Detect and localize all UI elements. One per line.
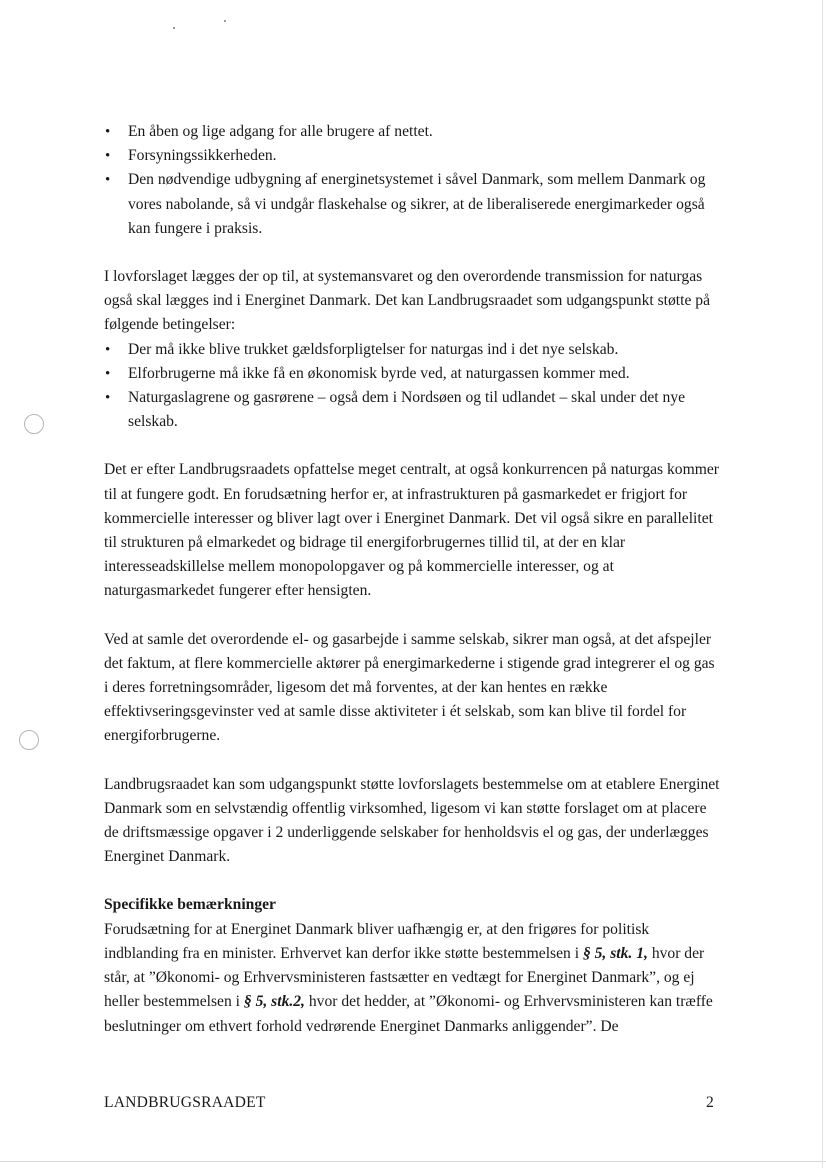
list-item: • Der må ikke blive trukket gældsforpligtelser for naturgas ind i det nye selskab.	[104, 338, 722, 362]
scan-speck	[224, 20, 226, 22]
page-right-edge	[822, 0, 823, 1168]
list-item: • Naturgaslagrene og gasrørene – også dem i Nordsøen og til udlandet – skal under det nye selskab.	[104, 386, 722, 434]
section-reference: § 5, stk.2,	[243, 993, 305, 1011]
list-item: • Den nødvendige udbygning af energinetsystemet i såvel Danmark, som mellem Danmark og vores nabolande, så vi undgår flaskehalse og sikrer, at de liberaliserede energimarkeder også kan fungere i praksis.	[104, 168, 722, 241]
paragraph-gas-transmission: I lovforslaget lægges der op til, at systemansvaret og den overordende transmission for naturgas også skal lægges ind i Energinet Danmark. Det kan Landbrugsraadet som udgangspunkt støtte på følgende betingelser:	[104, 268, 711, 334]
section-heading: Specifikke bemærkninger	[104, 896, 276, 914]
footer-organization: LANDBRUGSRAADET	[104, 1094, 266, 1111]
list-item: • Forsyningssikkerheden.	[104, 144, 722, 168]
paragraph-competition: Det er efter Landbrugsraadets opfattelse meget centralt, at også konkurrencen på naturgas kommer til at fungere godt. En forudsætning herfor er, at infrastrukturen på gasmarkedet er frigjort for kommercielle interesser og bliver lagt over i Energinet Danmark. Det vil også sikre en parallelitet til strukturen på elmarkedet og bidrage til energiforbrugernes tillid til, at der en klar interesseadskillelse mellem monopolopgaver og på kommercielle interesser, og at naturgasmarkedet fungerer efter hensigten.	[104, 461, 719, 600]
text-segment: hvor det hedder, at ”Økonomi- og Erhvervsministeren kan træffe beslutninger om ethvert forhold vedrørende Energinet Danmarks anliggender”. De	[104, 993, 713, 1035]
body-text	[104, 120, 722, 1039]
text-segment: Forudsætning for at Energinet Danmark bliver uafhængig er, at den frigøres for politisk indblanding fra en minister. Erhvervet kan derfor ikke støtte bestemmelsen i	[104, 920, 650, 962]
bullet-list-conditions	[104, 338, 722, 435]
page-bottom-edge	[0, 1161, 826, 1162]
scan-speck	[173, 27, 175, 29]
section-reference: § 5, stk. 1,	[582, 944, 648, 962]
text-segment: hvor der står, at ”Økonomi- og Erhvervsministeren fastsætter en vedtægt for Energinet Danmark”, og ej heller bestemmelsen i	[104, 944, 705, 1011]
list-item: • En åben og lige adgang for alle brugere af nettet.	[104, 120, 722, 144]
punch-hole	[19, 730, 39, 750]
punch-hole	[24, 414, 44, 434]
list-item: • Elforbrugerne må ikke få en økonomisk byrde ved, at naturgassen kommer med.	[104, 362, 722, 386]
page-number: 2	[706, 1094, 714, 1111]
paragraph-integration: Ved at samle det overordende el- og gasarbejde i samme selskab, sikrer man også, at det afspejler det faktum, at flere kommercielle aktører på energimarkederne i stigende grad integrerer el og gas i deres forretningsområder, ligesom det må forventes, at der kan hentes en række effektivseringsgevinster ved at samle disse aktiviteter i ét selskab, som kan blive til fordel for energiforbrugerne.	[104, 630, 715, 745]
paragraph-support: Landbrugsraadet kan som udgangspunkt støtte lovforslagets bestemmelse om at etablere Energinet Danmark som en selvstændig offentlig virksomhed, ligesom vi kan støtte forslaget om at placere de driftsmæssige opgaver i 2 underliggende selskaber for henholdsvis el og gas, der underlægges Energinet Danmark.	[104, 775, 720, 866]
bullet-list-requirements	[104, 120, 722, 241]
paragraph-specific-remarks	[104, 918, 722, 1039]
